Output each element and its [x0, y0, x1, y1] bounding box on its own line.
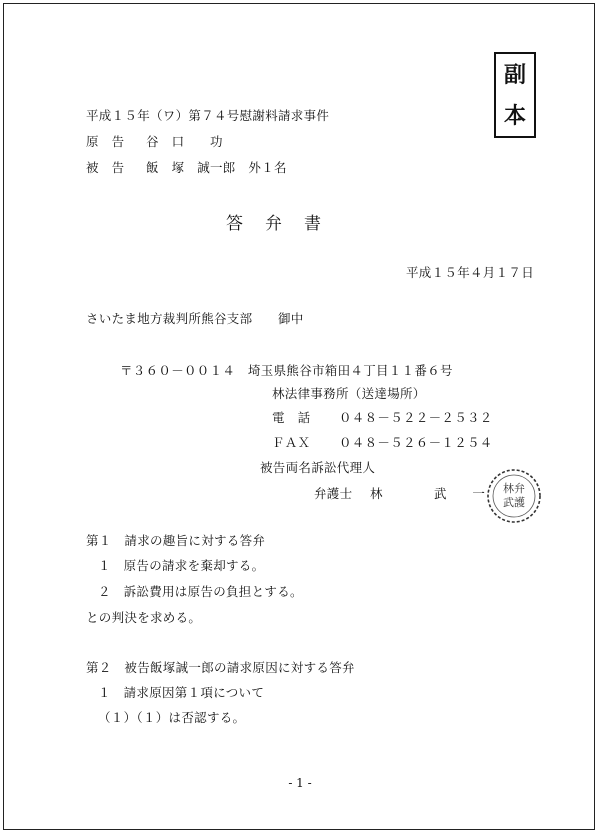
- page-number: - 1 -: [288, 776, 312, 790]
- case-line: 平成１５年（ワ）第７４号慰謝料請求事件: [86, 108, 330, 123]
- attorney-seal: [485, 467, 543, 525]
- attorney-label: 弁護士: [314, 486, 353, 501]
- plaintiff-label: 原 告: [86, 134, 125, 149]
- section2-sub-1-item-1: （１）（１）は否認する。: [98, 710, 246, 725]
- defendant-name: 飯 塚 誠一郎 外１名: [146, 160, 287, 175]
- section2-sub-1: １ 請求原因第１項について: [98, 685, 265, 700]
- svg-text:林弁: 林弁: [503, 482, 525, 495]
- svg-text:武護: 武護: [503, 496, 525, 509]
- copy-stamp-char-1: 副: [503, 61, 526, 88]
- section1-item-1: １ 原告の請求を棄却する。: [98, 558, 265, 573]
- fax-label: ＦＡＸ: [272, 435, 311, 450]
- fax-number: ０４８－５２６－１２５４: [339, 435, 493, 450]
- copy-stamp-char-2: 本: [503, 102, 526, 129]
- tel-number: ０４８－５２２－２５３２: [339, 410, 493, 425]
- tel-label: 電 話: [272, 410, 311, 425]
- court-addressee: さいたま地方裁判所熊谷支部 御中: [86, 311, 304, 326]
- section1-closing: との判決を求める。: [86, 610, 202, 625]
- section1-item-2: ２ 訴訟費用は原告の負担とする。: [98, 584, 303, 599]
- defendant-label: 被 告: [86, 160, 125, 175]
- section2-heading: 第２ 被告飯塚誠一郎の請求原因に対する答弁: [86, 660, 355, 675]
- document-title: 答弁書: [226, 214, 343, 234]
- copy-stamp: [494, 52, 536, 138]
- representative-role: 被告両名訴訟代理人: [260, 460, 376, 475]
- postal-address: 〒３６０－００１４ 埼玉県熊谷市箱田４丁目１１番６号: [120, 363, 453, 378]
- attorney-name: 林 武 一: [370, 486, 486, 501]
- document-date: 平成１５年４月１７日: [406, 265, 535, 280]
- plaintiff-name: 谷 口 功: [146, 134, 223, 149]
- section1-heading: 第１ 請求の趣旨に対する答弁: [86, 533, 266, 548]
- law-office: 林法律事務所（送達場所）: [272, 386, 426, 401]
